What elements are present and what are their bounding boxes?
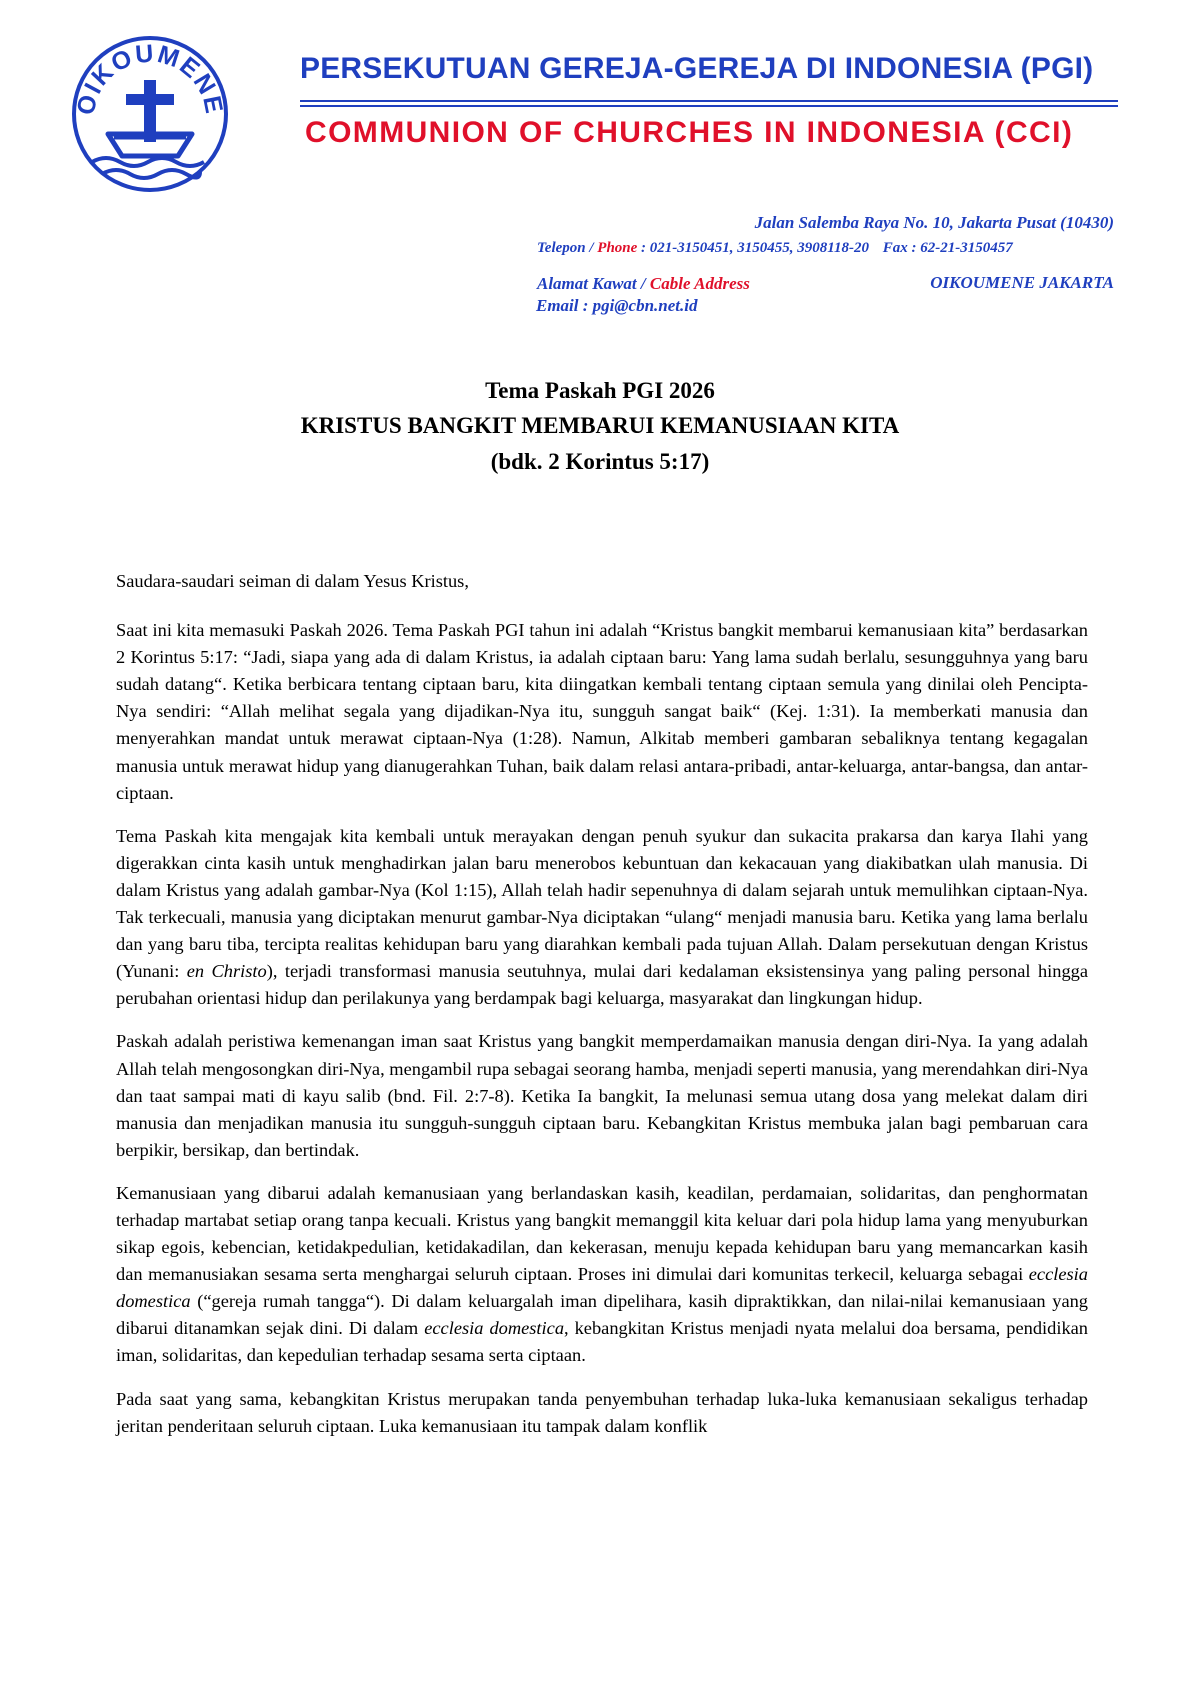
header-rule [300,105,1118,107]
cable-address: OIKOUMENE JAKARTA [930,273,1114,292]
org-name-indonesian: PERSEKUTUAN GEREJA-GEREJA DI INDONESIA (PGI) [300,52,1094,85]
phone-numbers: : 021-3150451, 3150455, 3908118-20 [641,240,869,256]
paragraph-1: Saat ini kita memasuki Paskah 2026. Tema Paskah PGI tahun ini adalah “Kristus bangkit membarui kemanusiaan kita” berdasarkan 2 Korintus 5:17: “Jadi, siapa yang ada di dalam Kristus, ia adalah ciptaan baru: Yang lama sudah berlalu, sesungguhnya yang baru sudah datang“. Ketika berbicara tentang ciptaan baru, kita diingatkan kembali tentang ciptaan semula yang dinilai oleh Pencipta-Nya sendiri: “Allah melihat segala yang dijadikan-Nya itu, sungguh sangat baik“ (Kej. 1:31). Ia memberkati manusia dan menyerahkan mandat untuk merawat ciptaan-Nya (1:28). Namun, Alkitab memberi gambaran sebaliknya tentang kegagalan manusia untuk merawat hidup yang dianugerahkan Tuhan, baik dalam relasi antara-pribadi, antar-keluarga, antar-bangsa, dan antar-ciptaan. [116,620,1088,803]
paragraph-3: Paskah adalah peristiwa kemenangan iman saat Kristus yang bangkit memperdamaikan manusia dengan diri-Nya. Ia yang adalah Allah telah mengosongkan diri-Nya, mengambil rupa sebagai seorang hamba, menjadi seperti manusia, yang merendahkan diri-Nya dan taat sampai mati di kayu salib (bnd. Fil. 2:7-8). Ketika Ia bangkit, Ia melunasi semua utang dosa yang melekat dalam diri manusia dan menjadikan manusia itu sungguh-sungguh ciptaan baru. Kebangkitan Kristus membuka jalan bagi pembaruan cara berpikir, bersikap, dan bertindak. [116,1031,1088,1160]
paragraph-4-text: Kemanusiaan yang dibarui adalah kemanusiaan yang berlandaskan kasih, keadilan, perdamaian, solidaritas, dan penghormatan terhadap martabat setiap orang tanpa kecuali. Kristus yang bangkit memanggil kita keluar dari pola hidup lama yang menyuburkan sikap egois, kebencian, ketidakpedulian, ketidakadilan, dan kekerasan, menuju kepada kehidupan baru yang memancarkan kasih dan memanusiakan sesama serta menghargai seluruh ciptaan. Proses ini dimulai dari komunitas terkecil, keluarga sebagai [116,1182,1088,1285]
cable-line [537,274,750,294]
phone-label-en: Phone [597,240,638,256]
document-title: Tema Paskah PGI 2026 [485,378,715,403]
paragraph-5: Pada saat yang sama, kebangkitan Kristus merupakan tanda penyembuhan terhadap luka-luka kemanusiaan sekaligus terhadap jeritan penderitaan seluruh ciptaan. Luka kemanusiaan itu tampak dalam konflik [116,1388,1088,1436]
address: Jalan Salemba Raya No. 10, Jakarta Pusat (10430) [754,213,1114,232]
italic-term: ecclesia domestica [116,1264,1088,1312]
paragraph-2-text: Tema Paskah kita mengajak kita kembali untuk merayakan dengan penuh syukur dan sukacita prakarsa dan karya Ilahi yang digerakkan cinta kasih untuk menghadirkan jalan baru menerobos kebuntuan dan kekacauan yang diakibatkan ulah manusia. Di dalam Kristus yang adalah gambar-Nya (Kol 1:15), Allah telah hadir sepenuhnya di dalam sejarah untuk memulihkan ciptaan-Nya. Tak terkecuali, manusia yang diciptakan menurut gambar-Nya diciptakan “ulang“ menjadi manusia baru. Ketika yang lama berlalu dan yang baru tiba, tercipta realitas kehidupan baru yang diarahkan kembali pada tujuan Allah. Dalam persekutuan dengan Kristus (Yunani: [116,825,1088,982]
phone-line [537,240,1013,257]
paragraph-2 [116,823,1088,1013]
document-theme: KRISTUS BANGKIT MEMBARUI KEMANUSIAAN KITA [300,413,900,438]
cable-label-id: Alamat Kawat / [537,274,646,293]
italic-term: en Christo [186,961,267,982]
header-rule [300,100,1118,102]
paragraph-4-text: (“gereja rumah tangga“). Di dalam keluargalah iman dipelihara, kasih dipraktikkan, dan nilai-nilai kemanusiaan yang dibarui ditanamkan sejak dini. Di dalam [116,1291,1088,1339]
paragraph-4-text: , kebangkitan Kristus menjadi nyata melalui doa bersama, pendidikan iman, solidaritas, dan kepedulian terhadap sesama serta ciptaan. [116,1318,1088,1366]
cable-label-en: Cable Address [649,274,750,293]
paragraph-4 [116,1180,1088,1370]
paragraph-2-text: ), terjadi transformasi manusia seutuhnya, mulai dari kedalaman eksistensinya yang paling personal hingga perubahan orientasi hidup dan perilakunya yang berdampak bagi keluarga, masyarakat dan lingkungan hidup. [116,961,1088,1009]
oikoumene-logo [70,34,230,194]
email-address: Email : pgi@cbn.net.id [536,296,698,315]
document-reference: (bdk. 2 Korintus 5:17) [490,449,710,474]
italic-term: ecclesia domestica [424,1318,565,1339]
fax-number: Fax : 62-21-3150457 [882,240,1013,256]
letter-body [116,568,1088,1456]
svg-text:OIKOUMENE: OIKOUMENE [71,39,229,118]
phone-label-id: Telepon / [537,240,594,256]
greeting: Saudara-saudari seiman di dalam Yesus Kristus, [116,571,469,591]
org-name-english: COMMUNION OF CHURCHES IN INDONESIA (CCI) [305,116,1074,149]
